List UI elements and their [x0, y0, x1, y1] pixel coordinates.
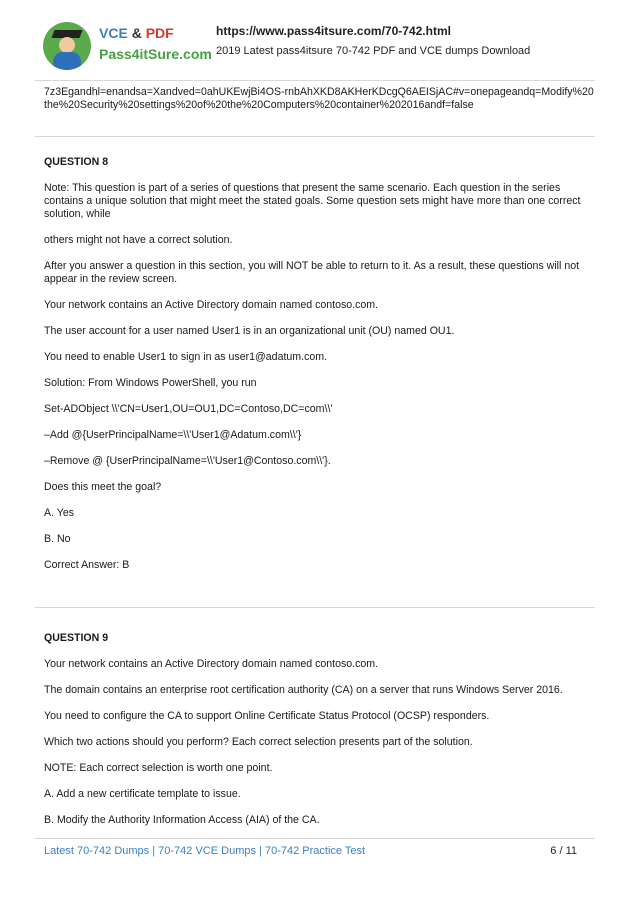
q8-line: Your network contains an Active Directory domain named contoso.com.	[44, 299, 379, 311]
logo-vce: VCE	[99, 25, 128, 41]
header-divider	[35, 80, 595, 81]
logo-amp: &	[131, 25, 142, 41]
q8-line: The user account for a user named User1 is in an organizational unit (OU) named OU1.	[44, 325, 455, 337]
footer-separator: |	[259, 845, 262, 857]
logo-brand: Pass4itSure.com	[99, 46, 212, 62]
q9-line: The domain contains an enterprise root certification authority (CA) on a server that runs Windows Server 2016.	[44, 684, 563, 696]
q9-title: QUESTION 9	[44, 632, 109, 644]
q9-note: NOTE: Each correct selection is worth one point.	[44, 762, 273, 774]
page-header	[0, 0, 638, 80]
footer-divider	[35, 838, 595, 839]
url-fragment: 7z3Egandhl=enandsa=Xandved=0ahUKEwjBi4OS-rnbAhXKD8AKHerKDcgQ6AEISjAC#v=onepageandq=Modify%20the%20Security%20settings%20of%20the%20Computers%20container%202016andf=false	[44, 86, 594, 111]
logo-pdf: PDF	[145, 25, 174, 41]
q8-code-line: Set-ADObject \\'CN=User1,OU=OU1,DC=Contoso,DC=com\\'	[44, 403, 333, 415]
footer-link-practice-test[interactable]: 70-742 Practice Test	[264, 845, 366, 857]
page-number: 6 / 11	[550, 845, 577, 857]
page-footer	[44, 845, 577, 857]
q8-line: You need to enable User1 to sign in as user1@adatum.com.	[44, 351, 328, 363]
q9-line: You need to configure the CA to support Online Certificate Status Protocol (OCSP) responders.	[44, 710, 490, 722]
header-subtitle: 2019 Latest pass4itsure 70-742 PDF and VCE dumps Download	[216, 45, 531, 57]
q8-code-line: –Add @{UserPrincipalName=\\'User1@Adatum.com\\'}	[44, 429, 302, 441]
q9-line: Which two actions should you perform? Each correct selection presents part of the solution.	[44, 736, 473, 748]
q8-note: Note: This question is part of a series of questions that present the same scenario. Each question in the series contains a unique solution that might meet the stated goals. Some question sets might have more than one correct solution, while	[44, 182, 581, 220]
q8-option-b: B. No	[44, 533, 71, 545]
section-divider-1	[35, 136, 595, 137]
q8-question: Does this meet the goal?	[44, 481, 162, 493]
pass4itsure-logo[interactable]	[43, 20, 212, 76]
q8-title: QUESTION 8	[44, 156, 109, 168]
q8-correct-answer: Correct Answer: B	[44, 559, 130, 571]
footer-link-vce-dumps[interactable]: 70-742 VCE Dumps	[158, 845, 256, 857]
graduate-mascot-icon	[43, 22, 91, 70]
q8-line: Solution: From Windows PowerShell, you run	[44, 377, 257, 389]
logo-vce-pdf-text	[99, 25, 174, 41]
q9-option-a: A. Add a new certificate template to issue.	[44, 788, 241, 800]
q8-option-a: A. Yes	[44, 507, 75, 519]
q9-line: Your network contains an Active Directory domain named contoso.com.	[44, 658, 379, 670]
header-url[interactable]: https://www.pass4itsure.com/70-742.html	[216, 24, 451, 38]
q8-line: others might not have a correct solution.	[44, 234, 233, 246]
footer-separator: |	[152, 845, 156, 857]
q8-line: After you answer a question in this section, you will NOT be able to return to it. As a result, these questions will not appear in the review screen.	[44, 260, 580, 285]
section-divider-2	[35, 607, 595, 608]
footer-link-latest-dumps[interactable]: Latest 70-742 Dumps	[44, 845, 150, 857]
q9-option-b: B. Modify the Authority Information Access (AIA) of the CA.	[44, 814, 320, 826]
top-content	[44, 86, 596, 112]
q8-code-line: –Remove @ {UserPrincipalName=\\'User1@Contoso.com\\'}.	[44, 455, 331, 467]
